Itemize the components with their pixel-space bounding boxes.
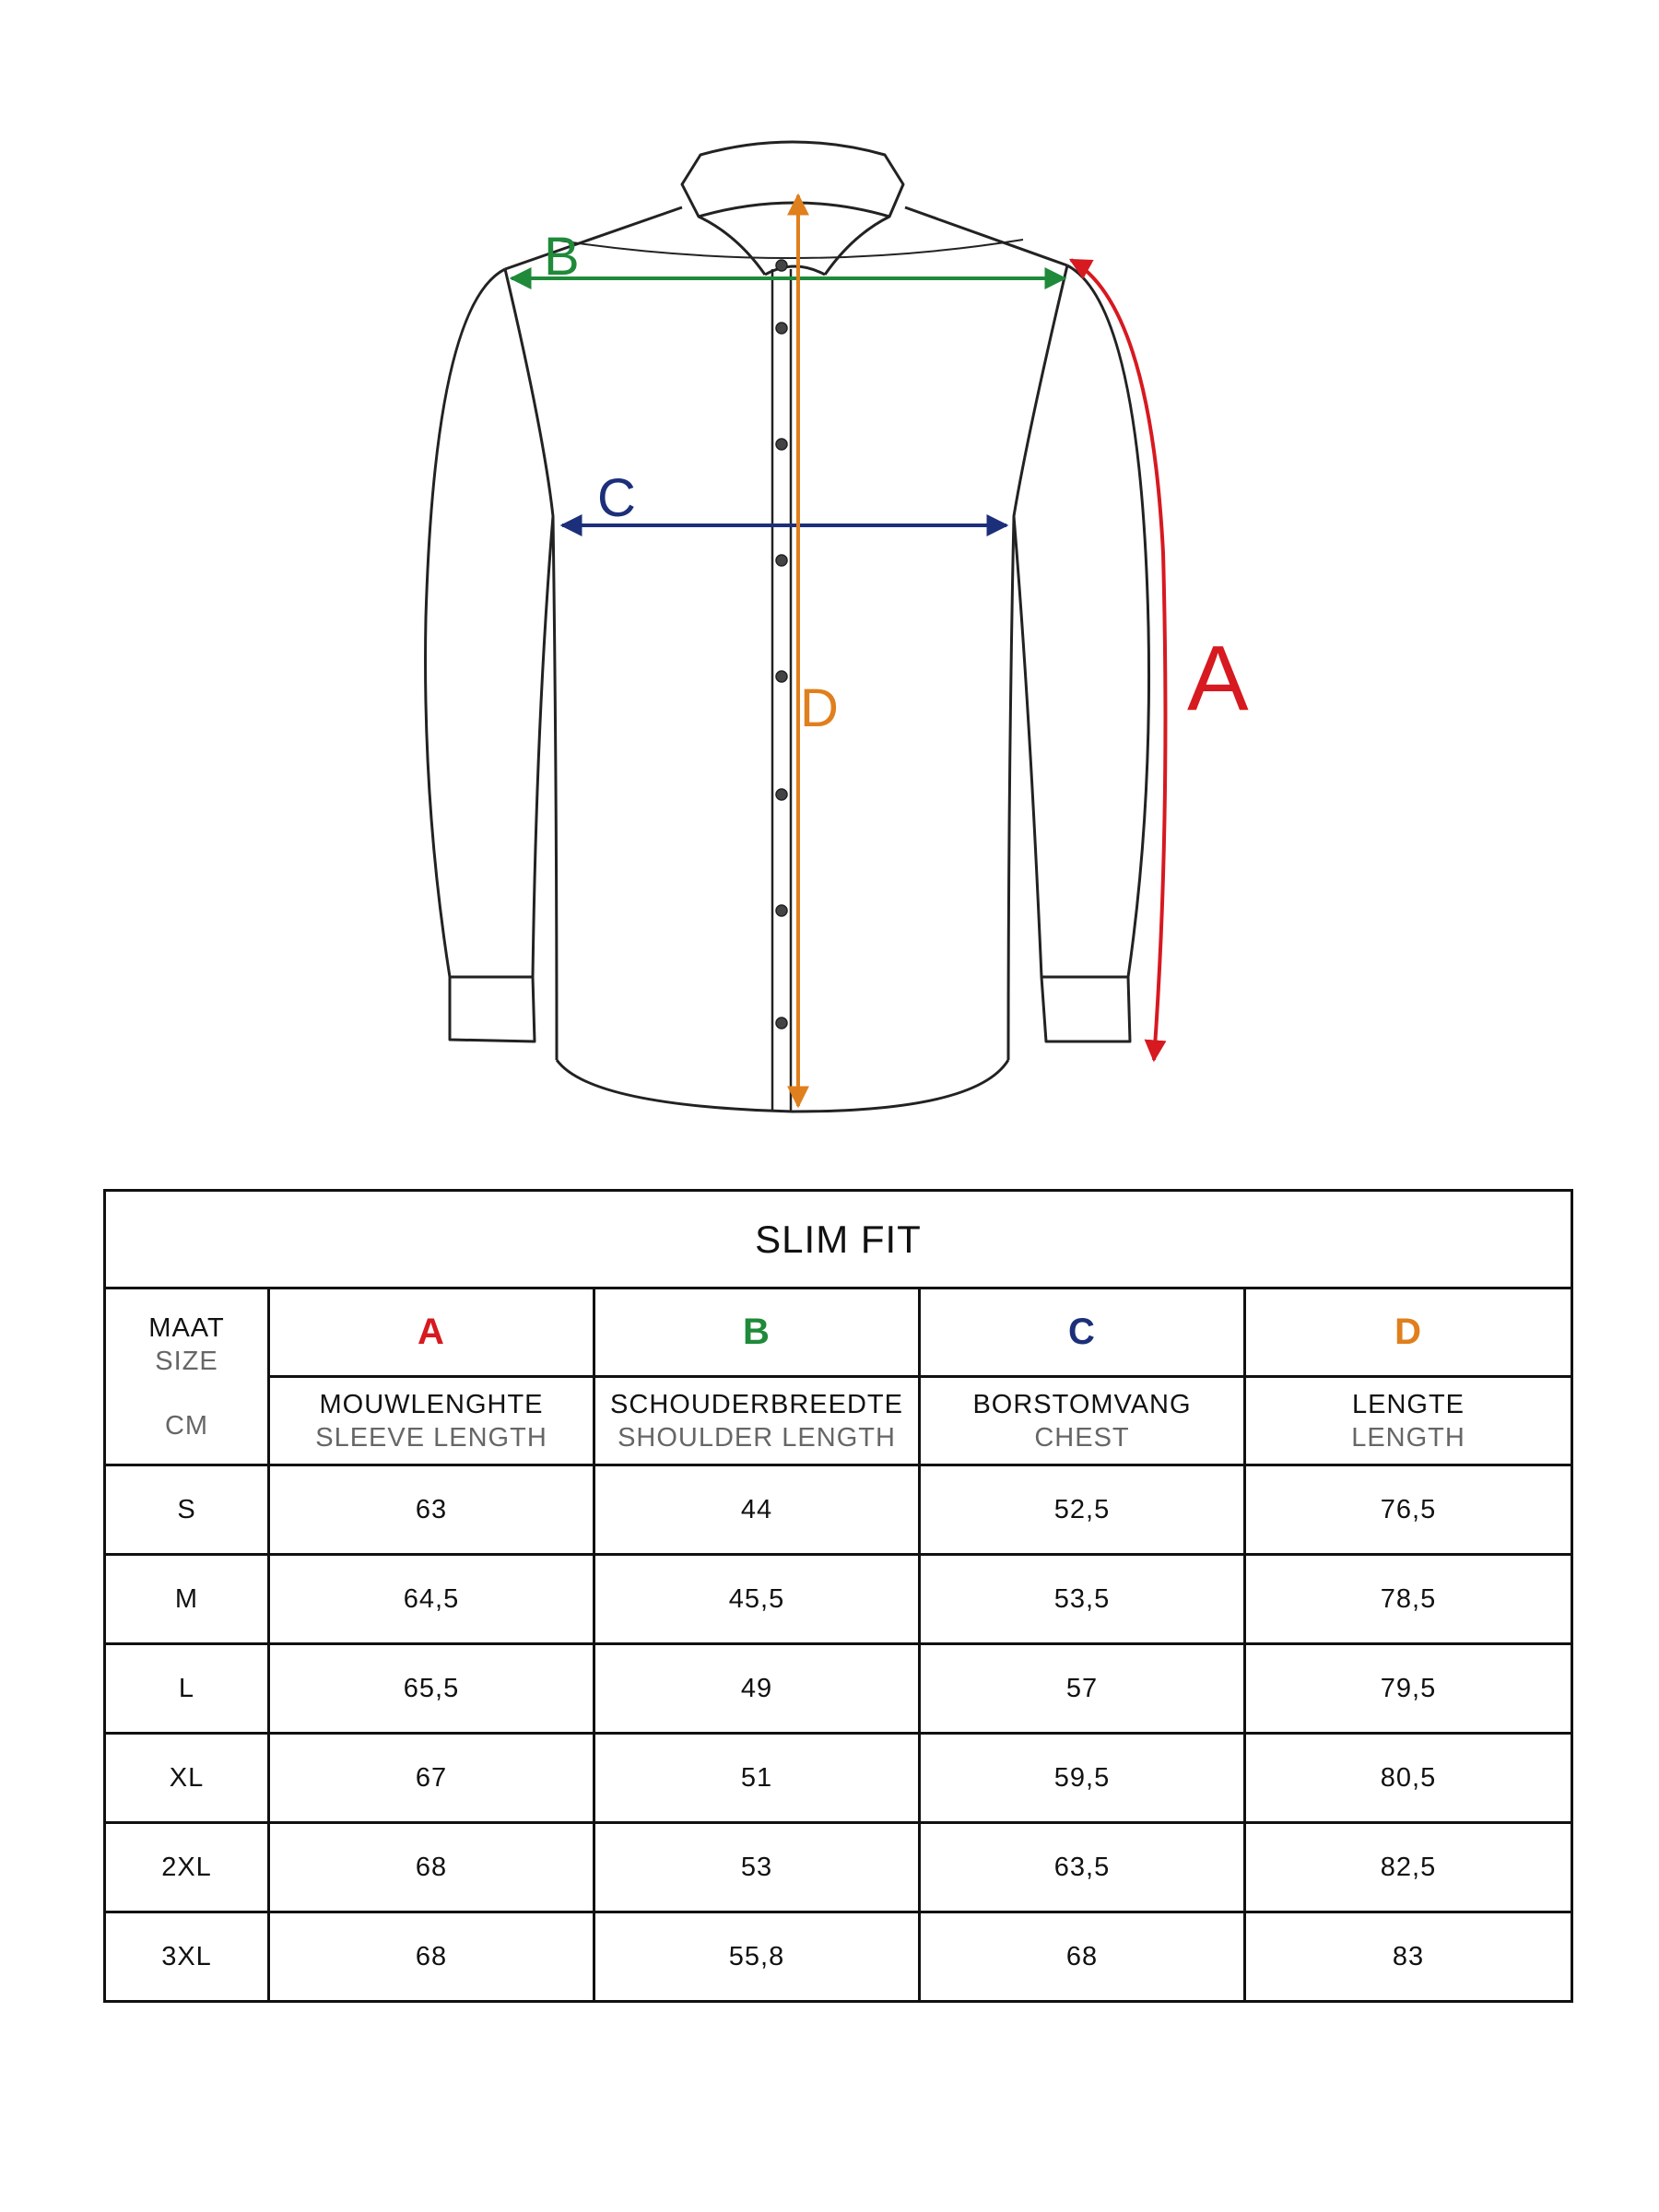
button-icon bbox=[776, 260, 787, 1029]
value-cell: 79,5 bbox=[1245, 1644, 1572, 1734]
table-row bbox=[105, 1465, 1572, 1555]
column-name-nl: BORSTOMVANG bbox=[972, 1389, 1192, 1419]
size-cell: 3XL bbox=[105, 1912, 269, 2002]
table-row bbox=[105, 1644, 1572, 1734]
table-row bbox=[105, 1734, 1572, 1823]
value-cell: 44 bbox=[594, 1465, 920, 1555]
value-cell: 51 bbox=[594, 1734, 920, 1823]
table-title-row bbox=[105, 1191, 1572, 1288]
value-cell: 82,5 bbox=[1245, 1823, 1572, 1912]
column-name-a bbox=[269, 1377, 594, 1465]
size-cell: L bbox=[105, 1644, 269, 1734]
dimension-a-label: A bbox=[1187, 627, 1249, 730]
value-cell: 45,5 bbox=[594, 1555, 920, 1644]
table-letter-row bbox=[105, 1288, 1572, 1377]
column-name-nl: LENGTE bbox=[1351, 1389, 1465, 1419]
value-cell: 68 bbox=[920, 1912, 1245, 2002]
column-name-nl: MOUWLENGHTE bbox=[319, 1389, 544, 1419]
value-cell: 52,5 bbox=[920, 1465, 1245, 1555]
dimension-c-label: C bbox=[597, 468, 636, 528]
size-header-en: SIZE bbox=[155, 1346, 218, 1376]
shirt-outline-icon bbox=[426, 142, 1149, 1112]
column-letter-b: B bbox=[594, 1288, 920, 1377]
size-header-nl: MAAT bbox=[148, 1312, 225, 1343]
size-cell: 2XL bbox=[105, 1823, 269, 1912]
column-name-en: SLEEVE LENGTH bbox=[315, 1422, 547, 1453]
value-cell: 64,5 bbox=[269, 1555, 594, 1644]
value-cell: 68 bbox=[269, 1912, 594, 2002]
value-cell: 57 bbox=[920, 1644, 1245, 1734]
table-row bbox=[105, 1823, 1572, 1912]
column-name-en: LENGTH bbox=[1351, 1422, 1465, 1453]
value-cell: 67 bbox=[269, 1734, 594, 1823]
column-name-c bbox=[920, 1377, 1245, 1465]
table-title: SLIM FIT bbox=[105, 1191, 1572, 1288]
size-cell: XL bbox=[105, 1734, 269, 1823]
value-cell: 83 bbox=[1245, 1912, 1572, 2002]
unit-label: CM bbox=[164, 1410, 209, 1441]
value-cell: 59,5 bbox=[920, 1734, 1245, 1823]
size-header-cell bbox=[105, 1288, 269, 1465]
value-cell: 55,8 bbox=[594, 1912, 920, 2002]
size-cell: S bbox=[105, 1465, 269, 1555]
dimension-d-label: D bbox=[800, 678, 839, 738]
dimension-a-arrow bbox=[1071, 260, 1165, 1060]
column-name-d bbox=[1245, 1377, 1572, 1465]
column-name-en: SHOULDER LENGTH bbox=[618, 1422, 896, 1453]
value-cell: 68 bbox=[269, 1823, 594, 1912]
table-name-row bbox=[105, 1377, 1572, 1465]
value-cell: 53 bbox=[594, 1823, 920, 1912]
value-cell: 63,5 bbox=[920, 1823, 1245, 1912]
column-name-en: CHEST bbox=[1034, 1422, 1130, 1453]
column-name-nl: SCHOUDERBREEDTE bbox=[610, 1389, 903, 1419]
column-name-b bbox=[594, 1377, 920, 1465]
column-letter-a: A bbox=[269, 1288, 594, 1377]
value-cell: 53,5 bbox=[920, 1555, 1245, 1644]
size-chart-table bbox=[103, 1189, 1573, 2003]
value-cell: 65,5 bbox=[269, 1644, 594, 1734]
table-row bbox=[105, 1555, 1572, 1644]
table-row bbox=[105, 1912, 1572, 2002]
size-cell: M bbox=[105, 1555, 269, 1644]
column-letter-d: D bbox=[1245, 1288, 1572, 1377]
value-cell: 78,5 bbox=[1245, 1555, 1572, 1644]
value-cell: 80,5 bbox=[1245, 1734, 1572, 1823]
column-letter-c: C bbox=[920, 1288, 1245, 1377]
value-cell: 76,5 bbox=[1245, 1465, 1572, 1555]
value-cell: 63 bbox=[269, 1465, 594, 1555]
dimension-b-label: B bbox=[544, 227, 580, 287]
value-cell: 49 bbox=[594, 1644, 920, 1734]
